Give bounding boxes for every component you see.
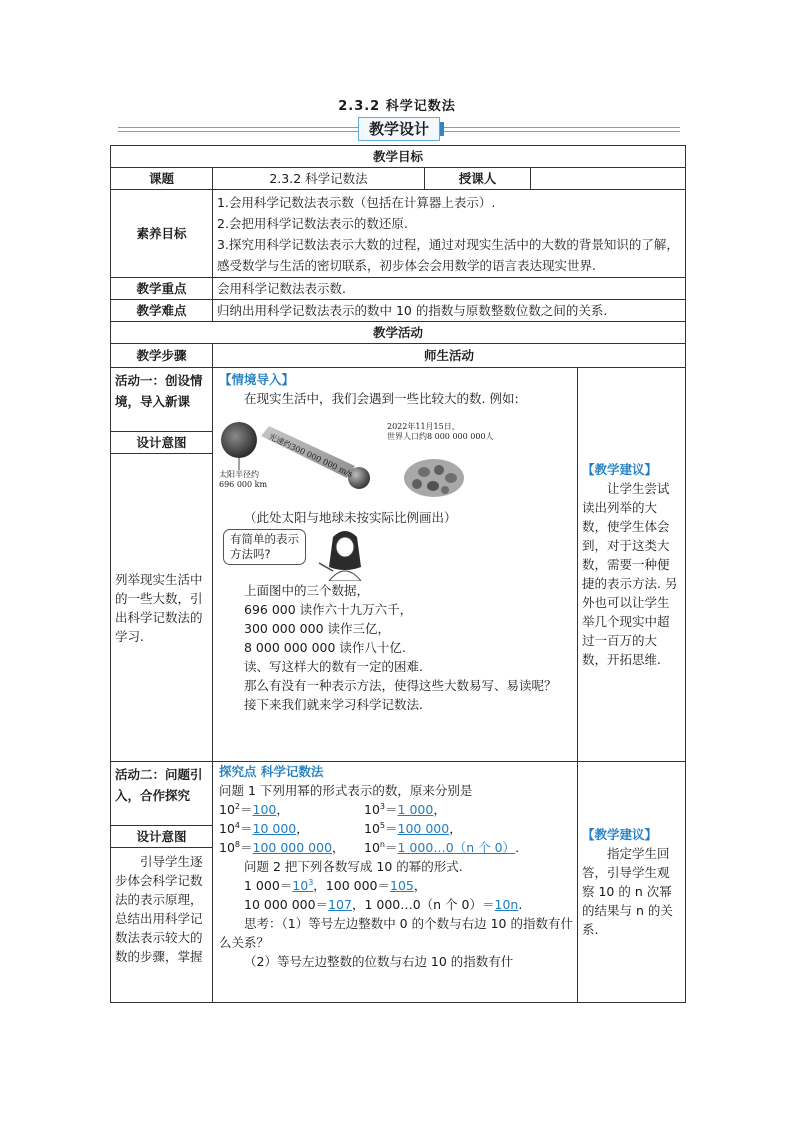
activity1-title: 活动一：创设情境，导入新课 <box>111 368 213 432</box>
q1-row <box>219 838 573 857</box>
light-speed-label: 光速约300 000 000 m/s <box>267 432 355 479</box>
section-activity-header: 教学活动 <box>111 322 686 344</box>
activity1-line: 读、写这样大的数有一定的困难. <box>244 659 423 674</box>
activity1-design-text: 列举现实生活中的一些大数，引出科学记数法的学习. <box>111 454 213 762</box>
activity2-tip <box>578 762 686 1003</box>
goals-list <box>213 190 686 278</box>
q1-item: $10^n=1$ 000…0（n 个 0）. <box>364 839 520 855</box>
activity1-content <box>213 368 578 762</box>
q1-item: $10^8=100$ 000 000， <box>219 839 345 855</box>
crowd-icon <box>404 459 464 497</box>
activity1-intro: 在现实生活中，我们会遇到一些比较大的数. 例如: <box>244 391 519 406</box>
activity1-line: 8 000 000 000 读作八十亿. <box>244 640 406 655</box>
speech-bubble: 有简单的表示 方法吗? <box>223 529 306 565</box>
goal-item: 3.探究用科学记数法表示大数的过程，通过对现实生活中的大数的背景知识的了解，感受数学与生活的密切联系，初步体会会用数学的语言表达现实世界. <box>217 236 679 273</box>
goal-item: 2.会把用科学记数法表示的数还原. <box>217 215 408 231</box>
activity1-tip-text: 让学生尝试读出列举的大数，使学生体会到，对于这类大数，需要一种便捷的表示方法. 另外也可以让学生举几个现实中超过一百万的大数，开拓思维. <box>582 481 678 667</box>
key-point-label: 教学重点 <box>111 278 213 300</box>
activity1-line: 上面图中的三个数据， <box>244 583 370 598</box>
q1-item: $10^2=100$， <box>219 801 289 817</box>
section-goals-header: 教学目标 <box>111 146 686 168</box>
q1-item: $10^4=10$ 000， <box>219 820 309 836</box>
q2-line-1: 1 $000=10^3$，100 000＝105， <box>244 877 427 893</box>
goal-item: 1.会用科学记数法表示数（包括在计算器上表示）. <box>217 194 496 210</box>
topic-value: 2.3.2 科学记数法 <box>213 168 425 190</box>
activity1-line: 接下来我们就来学习科学记数法. <box>244 697 423 712</box>
banner-line-left-2 <box>118 131 358 132</box>
banner-title: 教学设计 <box>358 117 440 141</box>
speech-figure <box>219 527 573 581</box>
activity1-line: 300 000 000 读作三亿， <box>244 621 390 636</box>
activity2-title: 活动二：问题引入，合作探究 <box>111 762 213 826</box>
activity2-tip-tag: 【教学建议】 <box>582 827 658 842</box>
activity2-tip-text: 指定学生回答，引导学生观察 10 的 n 次幂的结果与 n 的关系. <box>582 846 673 937</box>
topic-label: 课题 <box>111 168 213 190</box>
activity2-content <box>213 762 578 1003</box>
q2-line-2: 10 000 000＝107，1 000…0（n 个 0）＝10n. <box>244 897 523 912</box>
sun-icon <box>221 422 257 458</box>
question-2: 问题 2 把下列各数写成 10 的幂的形式. <box>244 859 463 874</box>
q1-item: $10^5=100$ 000， <box>364 820 462 836</box>
steps-header: 教学步骤 <box>111 344 213 368</box>
q1-row <box>219 819 573 838</box>
population-label: 2022年11月15日， 世界人口约8 000 000 000人 <box>387 422 494 441</box>
teacher-student-header: 师生活动 <box>213 344 686 368</box>
difficulty-text: 归纳出用科学记数法表示的数中 10 的指数与原数整数位数之间的关系. <box>213 300 686 322</box>
activity1-tip <box>578 368 686 762</box>
question-1: 问题 1 下列用幂的形式表示的数，原来分别是 <box>219 783 473 798</box>
figure-caption: （此处太阳与地球未按实际比例画出） <box>244 510 457 525</box>
activity1-design-label: 设计意图 <box>111 432 213 454</box>
teacher-value <box>531 168 686 190</box>
activity2-design-label: 设计意图 <box>111 826 213 848</box>
banner-line-right-2 <box>440 131 680 132</box>
activity1-line: 696 000 读作六十九万六千， <box>244 602 413 617</box>
activity1-tip-tag: 【教学建议】 <box>582 462 658 477</box>
girl-icon <box>315 527 375 581</box>
banner-line-right <box>440 127 680 128</box>
q1-row <box>219 800 573 819</box>
activity2-design-text: 引导学生逐步体会科学记数法的表示原理，总结出用科学记数法表示较大的数的步骤，掌握 <box>111 848 213 1003</box>
page-title: 2.3.2 科学记数法 <box>338 99 456 114</box>
goals-label: 素养目标 <box>111 190 213 278</box>
teacher-label: 授课人 <box>425 168 531 190</box>
activity1-line: 那么有没有一种表示方法，使得这些大数易写、易读呢？ <box>244 678 557 693</box>
q1-item: $10^3=1$ 000， <box>364 801 446 817</box>
difficulty-label: 教学难点 <box>111 300 213 322</box>
banner-line-left <box>118 127 358 128</box>
activity1-tag: 【情境导入】 <box>219 372 295 387</box>
activity1-figure <box>219 408 573 508</box>
sun-radius-label: 太阳半径约 696 000 km <box>219 470 268 489</box>
key-point-text: 会用科学记数法表示数. <box>213 278 686 300</box>
think-1: 思考：（1）等号左边整数中 0 的个数与右边 10 的指数有什么关系？ <box>219 916 573 950</box>
think-2: （2）等号左边整数的位数与右边 10 的指数有什 <box>244 954 514 969</box>
explore-tag: 探究点 科学记数法 <box>219 764 324 779</box>
lesson-plan-table <box>110 145 686 1003</box>
